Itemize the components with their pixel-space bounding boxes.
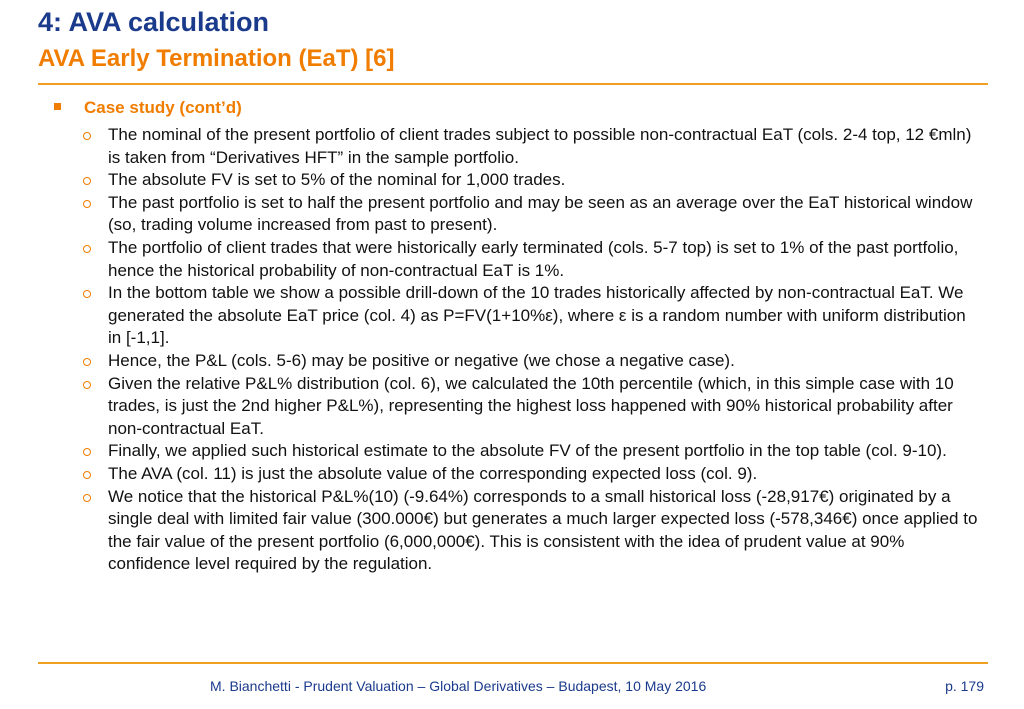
list-item: The past portfolio is set to half the present portfolio and may be seen as an average over the EaT historical window (so, trading volume increased from past to present). — [83, 192, 978, 237]
header-divider — [38, 83, 988, 85]
list-item: In the bottom table we show a possible drill-down of the 10 trades historically affected by non-contractual EaT. We generated the absolute EaT price (col. 4) as P=FV(1+10%ε), where ε is a random number with uniform distribution in [-1,1]. — [83, 282, 978, 350]
section-heading: Case study (cont’d) — [84, 98, 242, 117]
page-number: p. 179 — [945, 678, 984, 694]
list-item: The AVA (col. 11) is just the absolute value of the corresponding expected loss (col. 9). — [83, 463, 978, 486]
list-item: Hence, the P&L (cols. 5-6) may be positive or negative (we chose a negative case). — [83, 350, 978, 373]
list-item: We notice that the historical P&L%(10) (-9.64%) corresponds to a small historical loss (-28,917€) originated by a single deal with limited fair value (300.000€) but generates a much larger expected loss (-578,346€) once applied to the fair value of the present portfolio (6,000,000€). This is consistent with the idea of prudent value at 90% confidence level required by the regulation. — [83, 486, 978, 576]
circle-bullet-icon — [83, 494, 91, 502]
slide-subtitle: AVA Early Termination (EaT) [6] — [38, 45, 395, 72]
circle-bullet-icon — [83, 381, 91, 389]
circle-bullet-icon — [83, 132, 91, 140]
bullet-list — [83, 124, 978, 576]
circle-bullet-icon — [83, 177, 91, 185]
circle-bullet-icon — [83, 290, 91, 298]
circle-bullet-icon — [83, 448, 91, 456]
circle-bullet-icon — [83, 471, 91, 479]
circle-bullet-icon — [83, 200, 91, 208]
footer-divider — [38, 662, 988, 664]
list-item: The nominal of the present portfolio of client trades subject to possible non-contractual EaT (cols. 2-4 top, 12 €mln) is taken from “Derivatives HFT” in the sample portfolio. — [83, 124, 978, 169]
list-item: The portfolio of client trades that were historically early terminated (cols. 5-7 top) is set to 1% of the past portfolio, hence the historical probability of non-contractual EaT is 1%. — [83, 237, 978, 282]
square-bullet-icon — [54, 103, 61, 110]
list-item: The absolute FV is set to 5% of the nominal for 1,000 trades. — [83, 169, 978, 192]
footer-text: M. Bianchetti - Prudent Valuation – Global Derivatives – Budapest, 10 May 2016 — [210, 678, 707, 694]
circle-bullet-icon — [83, 245, 91, 253]
slide-title: 4: AVA calculation — [38, 7, 270, 37]
circle-bullet-icon — [83, 358, 91, 366]
list-item: Given the relative P&L% distribution (col. 6), we calculated the 10th percentile (which, in this simple case with 10 trades, is just the 2nd higher P&L%), representing the highest loss happened with 90% historical probability after non-contractual EaT. — [83, 373, 978, 441]
list-item: Finally, we applied such historical estimate to the absolute FV of the present portfolio in the top table (col. 9-10). — [83, 440, 978, 463]
